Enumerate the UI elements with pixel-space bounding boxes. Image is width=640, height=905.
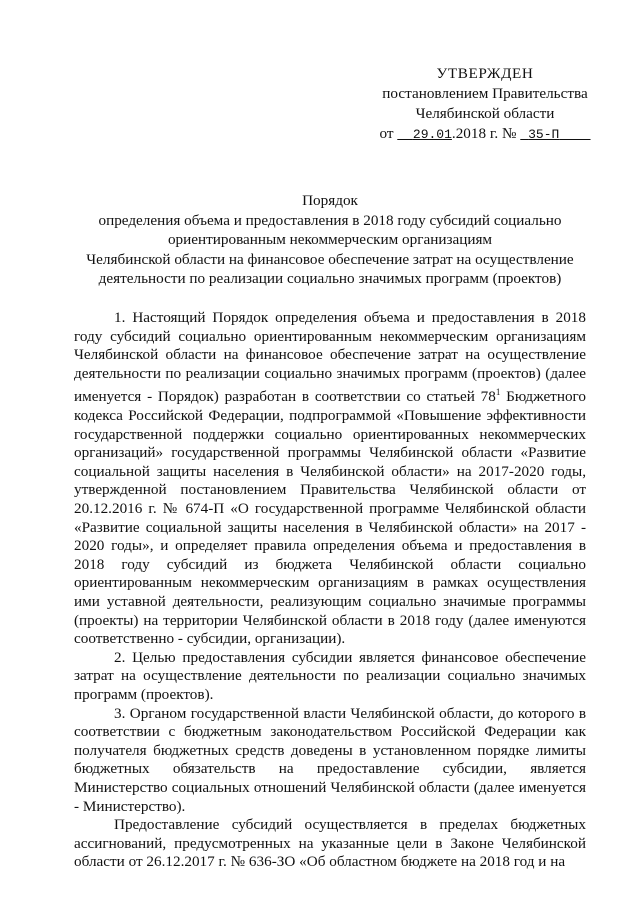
approval-block — [375, 64, 595, 145]
title-line: Челябинской области на финансовое обеспечение затрат на осуществление — [86, 250, 574, 268]
document-body — [74, 309, 586, 872]
title-line: определения объема и предоставления в 2018 году субсидий социально — [98, 211, 562, 229]
approval-issuer: постановлением Правительства — [382, 85, 588, 102]
article-superscript: 1 — [495, 387, 501, 398]
title-line: деятельности по реализации социально значимых программ (проектов) — [98, 270, 562, 287]
paragraph-3: 3. Органом государственной власти Челябинской области, до которого в соответствии с бюджетным законодательством Российской Федерации как получателя бюджетных средств доведены в установленном порядке лимиты бюджетных обязательств на предоставление субсидии, является Министерство социальных отношений Челябинской области (далее именуется - Министерство). — [74, 704, 586, 815]
approval-date-prefix: от — [379, 125, 394, 142]
paragraph-1: 1. Настоящий Порядок определения объема и предоставления в 2018 году субсидий социально ориентированным некоммерческим организациям Челябинской области на финансовое обеспечение затрат на осуществление деятельности по реализации социально значимых программ (проектов) (далее именуется - Порядок) разработан в соответствии со статьей $78^1$ Бюджетного кодекса Российской Федерации, подпрограммой «Повышение эффективности государственной поддержки социально ориентированных некоммерческих организаций» государственной программы Челябинской области «Развитие социальной защиты населения в Челябинской области» на 2017-2020 годы, утвержденной постановлением Правительства Челябинской области от 20.12.2016 г. № 674-П «О государственной программе Челябинской области «Развитие социальной защиты населения в Челябинской области» на 2017 - 2020 годы», и определяет правила определения объема и предоставления в 2018 году субсидий из бюджета Челябинской области социально ориентированным некоммерческим организациям в рамках осуществления ими уставной деятельности, реализующим социально значимые программы (проекты) на территории Челябинской области в 2018 году (далее именуются соответственно - субсидии, организации). — [74, 309, 586, 648]
title-line: Порядок — [302, 192, 358, 209]
approval-date-line — [375, 124, 595, 145]
approval-date-value: 29.01 — [412, 127, 452, 142]
approval-region: Челябинской области — [415, 105, 555, 122]
title-line: ориентированным некоммерческим организациям — [167, 231, 493, 248]
paragraph-4: Предоставление субсидий осуществляется в пределах бюджетных ассигнований, предусмотренных на указанные цели в Законе Челябинской области от 26.12.2017 г. № 636-ЗО «Об областном бюджете на 2018 год и на — [74, 816, 586, 871]
approval-year: .2018 г. № — [451, 125, 517, 142]
approval-number: 35-П — [528, 127, 560, 142]
document-title — [74, 191, 586, 289]
paragraph-2: 2. Целью предоставления субсидии является финансовое обеспечение затрат на осуществление деятельности по реализации социально значимых программ (проектов). — [74, 648, 586, 703]
approval-heading: УТВЕРЖДЕН — [436, 65, 534, 82]
